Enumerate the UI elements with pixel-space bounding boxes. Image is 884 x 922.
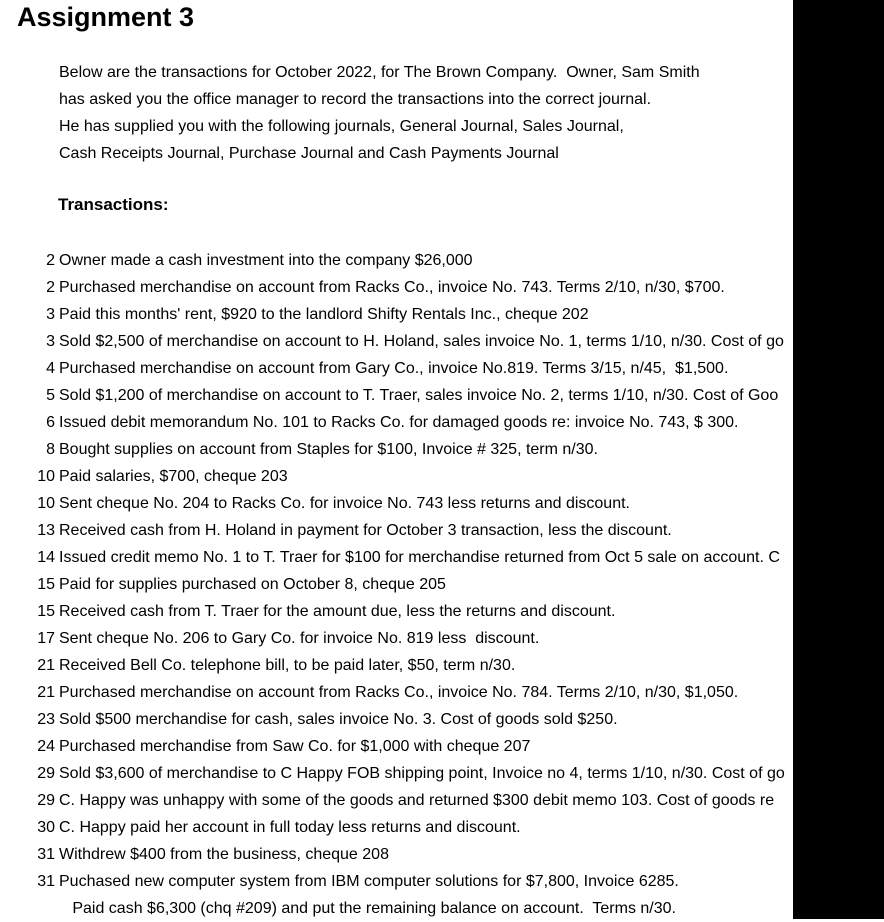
transaction-day: 3 [46, 333, 55, 350]
transaction-row [0, 409, 884, 436]
transaction-text: Sold $500 merchandise for cash, sales invoice No. 3. Cost of goods sold $250. [59, 711, 618, 728]
intro-line: Below are the transactions for October 2022, for The Brown Company. Owner, Sam Smith [59, 64, 700, 81]
transaction-row [0, 841, 884, 868]
transaction-text: Owner made a cash investment into the company $26,000 [59, 252, 473, 269]
transaction-day: 14 [37, 549, 55, 566]
transaction-row [0, 544, 884, 571]
transaction-row [0, 598, 884, 625]
transaction-row [0, 814, 884, 841]
transaction-text: C. Happy paid her account in full today less returns and discount. [59, 819, 521, 836]
transaction-row [0, 517, 884, 544]
transaction-row [0, 490, 884, 517]
transaction-day: 2 [46, 279, 55, 296]
transaction-text: Purchased merchandise on account from Racks Co., invoice No. 743. Terms 2/10, n/30, $700. [59, 279, 725, 296]
transaction-row [0, 247, 884, 274]
transaction-text: Sent cheque No. 206 to Gary Co. for invoice No. 819 less discount. [59, 630, 540, 647]
transaction-row [0, 652, 884, 679]
transaction-row [0, 571, 884, 598]
transaction-text: Purchased merchandise on account from Racks Co., invoice No. 784. Terms 2/10, n/30, $1,050. [59, 684, 739, 701]
transaction-day: 10 [37, 495, 55, 512]
transaction-day: 4 [46, 360, 55, 377]
transaction-text: Sold $1,200 of merchandise on account to T. Traer, sales invoice No. 2, terms 1/10, n/30. Cost of Goo [59, 387, 779, 404]
transaction-day: 30 [37, 819, 55, 836]
transaction-day: 29 [37, 765, 55, 782]
transactions-heading: Transactions: [58, 195, 169, 214]
transaction-day: 17 [37, 630, 55, 647]
transaction-text: Purchased merchandise on account from Gary Co., invoice No.819. Terms 3/15, n/45, $1,500. [59, 360, 729, 377]
transaction-day: 29 [37, 792, 55, 809]
transaction-text: Received Bell Co. telephone bill, to be paid later, $50, term n/30. [59, 657, 516, 674]
transaction-day: 13 [37, 522, 55, 539]
transaction-day: 15 [37, 576, 55, 593]
transaction-text: Paid salaries, $700, cheque 203 [59, 468, 288, 485]
transaction-row [0, 436, 884, 463]
intro-line: He has supplied you with the following journals, General Journal, Sales Journal, [59, 118, 624, 135]
transaction-row [0, 679, 884, 706]
transaction-day: 6 [46, 414, 55, 431]
transaction-day: 21 [37, 684, 55, 701]
transaction-row [0, 868, 884, 895]
page-title: Assignment 3 [17, 2, 195, 32]
transaction-text: Paid for supplies purchased on October 8, cheque 205 [59, 576, 446, 593]
transaction-text: Paid this months' rent, $920 to the landlord Shifty Rentals Inc., cheque 202 [59, 306, 589, 323]
transaction-text: Puchased new computer system from IBM computer solutions for $7,800, Invoice 6285. [59, 873, 679, 890]
transaction-text: Received cash from T. Traer for the amount due, less the returns and discount. [59, 603, 616, 620]
transaction-day: 31 [37, 846, 55, 863]
transaction-text: Sold $3,600 of merchandise to C Happy FOB shipping point, Invoice no 4, terms 1/10, n/30. Cost of go [59, 765, 785, 782]
transaction-text: Paid cash $6,300 (chq #209) and put the remaining balance on account. Terms n/30. [59, 900, 676, 917]
transaction-day: 21 [37, 657, 55, 674]
transaction-day: 3 [46, 306, 55, 323]
transaction-row [0, 706, 884, 733]
intro-line: Cash Receipts Journal, Purchase Journal and Cash Payments Journal [59, 145, 559, 162]
transaction-text: Bought supplies on account from Staples for $100, Invoice # 325, term n/30. [59, 441, 598, 458]
transaction-row [0, 787, 884, 814]
transaction-row [0, 301, 884, 328]
right-black-panel [793, 0, 884, 919]
transaction-text: Received cash from H. Holand in payment for October 3 transaction, less the discount. [59, 522, 672, 539]
transaction-day: 15 [37, 603, 55, 620]
transaction-day: 23 [37, 711, 55, 728]
transaction-day: 31 [37, 873, 55, 890]
transaction-row [0, 328, 884, 355]
transaction-day: 5 [46, 387, 55, 404]
transaction-text: Purchased merchandise from Saw Co. for $1,000 with cheque 207 [59, 738, 531, 755]
intro-line: has asked you the office manager to record the transactions into the correct journal. [59, 91, 652, 108]
transaction-text: Issued credit memo No. 1 to T. Traer for $100 for merchandise returned from Oct 5 sale on account. C [59, 549, 780, 566]
transaction-row [0, 274, 884, 301]
transaction-day: 10 [37, 468, 55, 485]
transaction-row [0, 733, 884, 760]
transaction-day: 24 [37, 738, 55, 755]
transaction-text: Sold $2,500 of merchandise on account to H. Holand, sales invoice No. 1, terms 1/10, n/30. Cost of go [59, 333, 784, 350]
transaction-text: Withdrew $400 from the business, cheque 208 [59, 846, 389, 863]
intro-paragraph [59, 59, 884, 167]
transaction-day: 2 [46, 252, 55, 269]
transactions-list [0, 247, 884, 922]
transaction-row [0, 382, 884, 409]
transaction-text: Sent cheque No. 204 to Racks Co. for invoice No. 743 less returns and discount. [59, 495, 630, 512]
transaction-row [0, 760, 884, 787]
transaction-text: Issued debit memorandum No. 101 to Racks Co. for damaged goods re: invoice No. 743, $ 300. [59, 414, 739, 431]
transaction-row [0, 895, 884, 922]
transaction-day: 8 [46, 441, 55, 458]
transaction-row [0, 463, 884, 490]
transaction-row [0, 355, 884, 382]
transaction-text: C. Happy was unhappy with some of the goods and returned $300 debit memo 103. Cost of goods re [59, 792, 775, 809]
transaction-row [0, 625, 884, 652]
